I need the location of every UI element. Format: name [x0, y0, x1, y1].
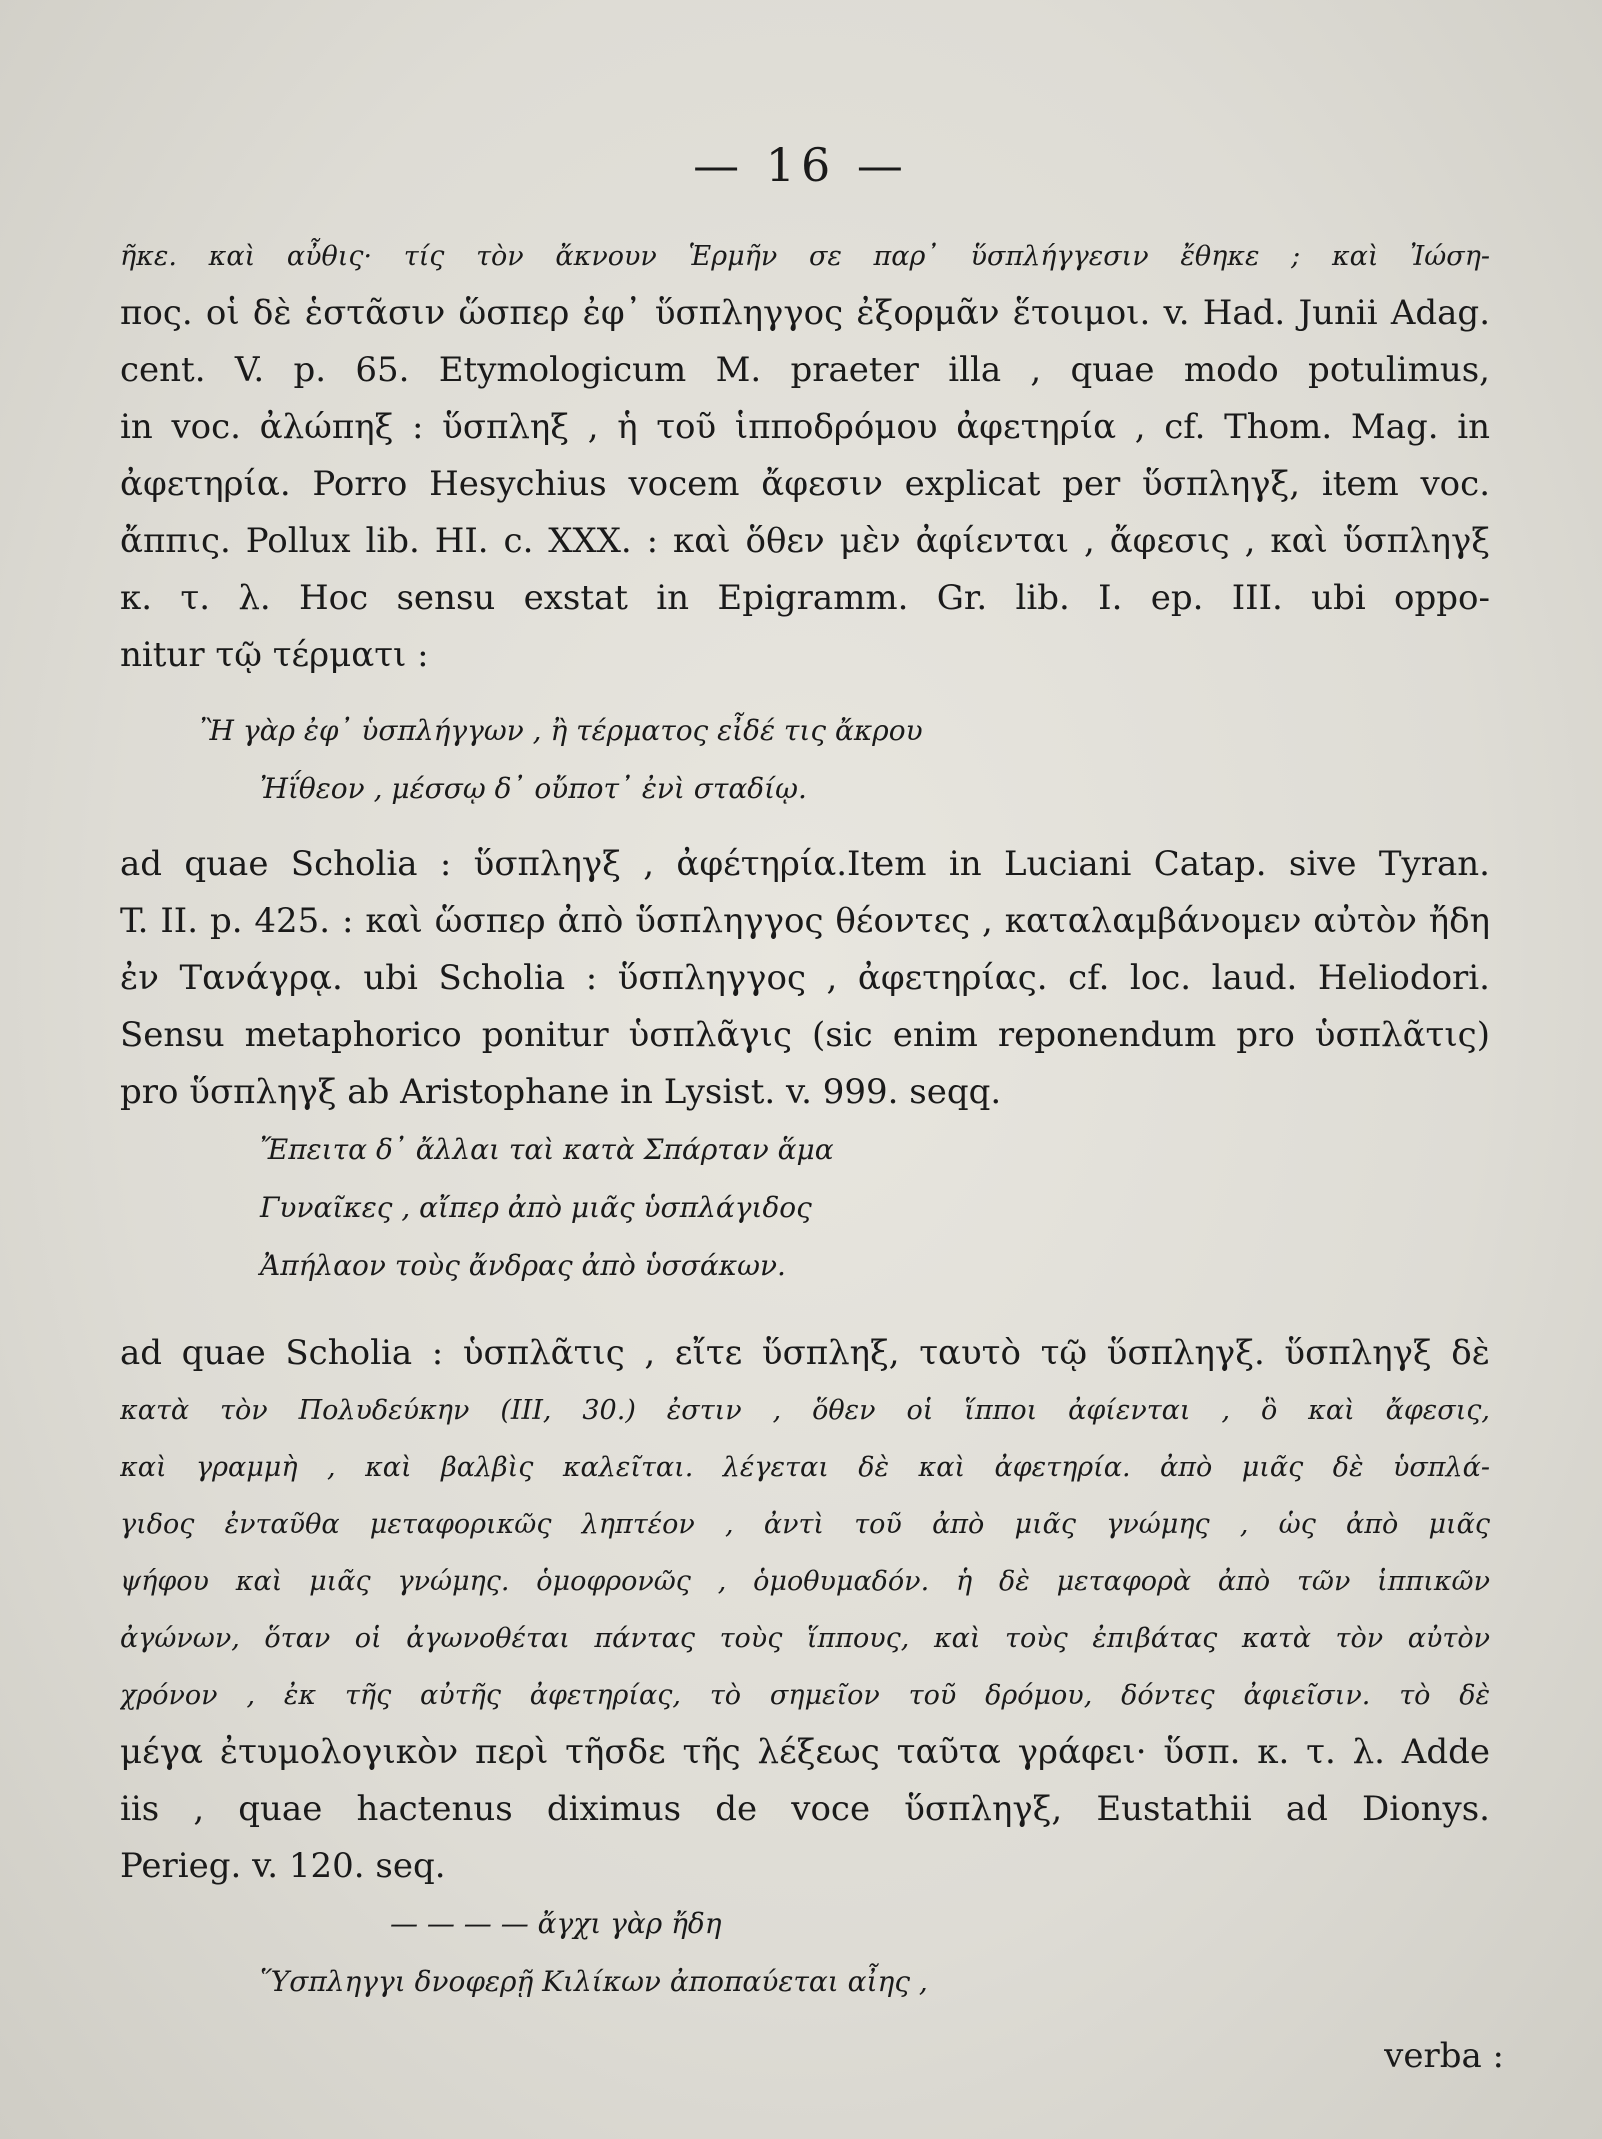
text-line: ἄππις. Pollux lib. HI. c. XXX. : καὶ ὅθεν μὲν ἀφίενται , ἄφεσις , καὶ ὕσπληγξ: [120, 521, 1490, 561]
page-number: — 16 —: [693, 138, 909, 192]
text-line: iis , quae hactenus diximus de voce ὕσπληγξ, Eustathii ad Dionys.: [120, 1789, 1490, 1829]
text-line: ἀγώνων, ὅταν οἱ ἀγωνοθέται πάντας τοὺς ἵππους, καὶ τοὺς ἐπιβάτας κατὰ τὸν αὐτὸν: [120, 1623, 1490, 1654]
verse-quote-3: [120, 1895, 1490, 2011]
body-text: [120, 228, 1490, 2011]
text-line: in voc. ἀλώπηξ : ὕσπληξ , ἡ τοῦ ἱπποδρόμου ἀφετηρία , cf. Thom. Mag. in: [120, 407, 1490, 447]
text-line: ad quae Scholia : ὕσπληγξ , ἀφέτηρία.Item in Luciani Catap. sive Tyran.: [120, 844, 1490, 884]
text-line: ἐν Τανάγρᾳ. ubi Scholia : ὕσπληγγος , ἀφετηρίας. cf. loc. laud. Heliodori.: [120, 958, 1490, 998]
text-line: καὶ γραμμὴ , καὶ βαλβὶς καλεῖται. λέγεται δὲ καὶ ἀφετηρία. ἀπὸ μιᾶς δὲ ὑσπλά-: [120, 1452, 1490, 1483]
text-line: cent. V. p. 65. Etymologicum M. praeter illa , quae modo potulimus,: [120, 350, 1490, 390]
verse-line: Ἔπειτα δ᾽ ἄλλαι ταὶ κατὰ Σπάρταν ἅμα: [260, 1133, 834, 1166]
text-line: χρόνον , ἐκ τῆς αὐτῆς ἀφετηρίας, τὸ σημεῖον τοῦ δρόμου, δόντες ἀφιεῖσιν. τὸ δὲ: [120, 1680, 1490, 1711]
verse-quote-1: [120, 702, 1490, 818]
text-line: T. II. p. 425. : καὶ ὥσπερ ἀπὸ ὕσπληγγος θέοντες , καταλαμβάνομεν αὐτὸν ἤδη: [120, 901, 1490, 941]
text-line: ad quae Scholia : ὑσπλᾶτις , εἴτε ὕσπληξ, ταυτὸ τῷ ὕσπληγξ. ὕσπληγξ δὲ: [120, 1333, 1490, 1373]
verse-line: Γυναῖκες , αἴπερ ἀπὸ μιᾶς ὑσπλάγιδος: [260, 1191, 812, 1224]
text-line: μέγα ἐτυμολογικὸν περὶ τῆσδε τῆς λέξεως ταῦτα γράφει· ὕσπ. κ. τ. λ. Adde: [120, 1732, 1490, 1772]
text-line: ἀφετηρία. Porro Hesychius vocem ἄφεσιν explicat per ὕσπληγξ, item voc.: [120, 464, 1490, 504]
text-line: πος. οἱ δὲ ἑστᾶσιν ὥσπερ ἐφ᾽ ὕσπληγγος ἐξορμᾶν ἕτοιμοι. v. Had. Junii Adag.: [120, 293, 1490, 333]
text-line: κατὰ τὸν Πολυδεύκην (III, 30.) ἐστιν , ὅθεν οἱ ἵπποι ἀφίενται , ὃ καὶ ἄφεσις,: [120, 1395, 1490, 1426]
text-line: κ. τ. λ. Hoc sensu exstat in Epigramm. Gr. lib. I. ep. III. ubi oppo-: [120, 578, 1490, 618]
catchword: verba :: [1384, 2036, 1504, 2076]
text-line: ψήφου καὶ μιᾶς γνώμης. ὁμοφρονῶς , ὁμοθυμαδόν. ἡ δὲ μεταφορὰ ἀπὸ τῶν ἱππικῶν: [120, 1566, 1490, 1597]
paragraph-3: [120, 1325, 1490, 1895]
verse-line: Ἀπήλαον τοὺς ἄνδρας ἀπὸ ὑσσάκων.: [260, 1249, 786, 1282]
text-line: Sensu metaphorico ponitur ὑσπλᾶγις (sic enim reponendum pro ὑσπλᾶτις): [120, 1015, 1490, 1055]
text-line: pro ὕσπληγξ ab Aristophane in Lysist. v. 999. seqq.: [120, 1072, 1002, 1112]
paragraph-1: [120, 228, 1490, 684]
text-line: nitur τῷ τέρματι :: [120, 635, 429, 675]
text-line: Perieg. v. 120. seq.: [120, 1846, 446, 1886]
verse-line: — — — — ἄγχι γὰρ ἤδη: [390, 1907, 722, 1940]
verse-line: Ἠΐθεον , μέσσῳ δ᾽ οὔποτ᾽ ἐνὶ σταδίῳ.: [260, 772, 807, 805]
text-line: γιδος ἐνταῦθα μεταφορικῶς ληπτέον , ἀντὶ τοῦ ἀπὸ μιᾶς γνώμης , ὡς ἀπὸ μιᾶς: [120, 1509, 1490, 1540]
verse-line: Ἢ γὰρ ἐφ᾽ ὑσπλήγγων , ἢ τέρματος εἶδέ τις ἄκρου: [200, 714, 923, 747]
verse-quote-2: [120, 1121, 1490, 1295]
text-line: ῆκε. καὶ αὖθις· τίς τὸν ἄκνουν Ἑρμῆν σε παρ᾽ ὕσπλήγγεσιν ἔθηκε ; καὶ Ἰώση-: [120, 241, 1490, 272]
paragraph-2: [120, 836, 1490, 1121]
verse-line: Ὕσπληγγι δνοφερῇ Κιλίκων ἀποπαύεται αἶης ,: [260, 1965, 928, 1998]
